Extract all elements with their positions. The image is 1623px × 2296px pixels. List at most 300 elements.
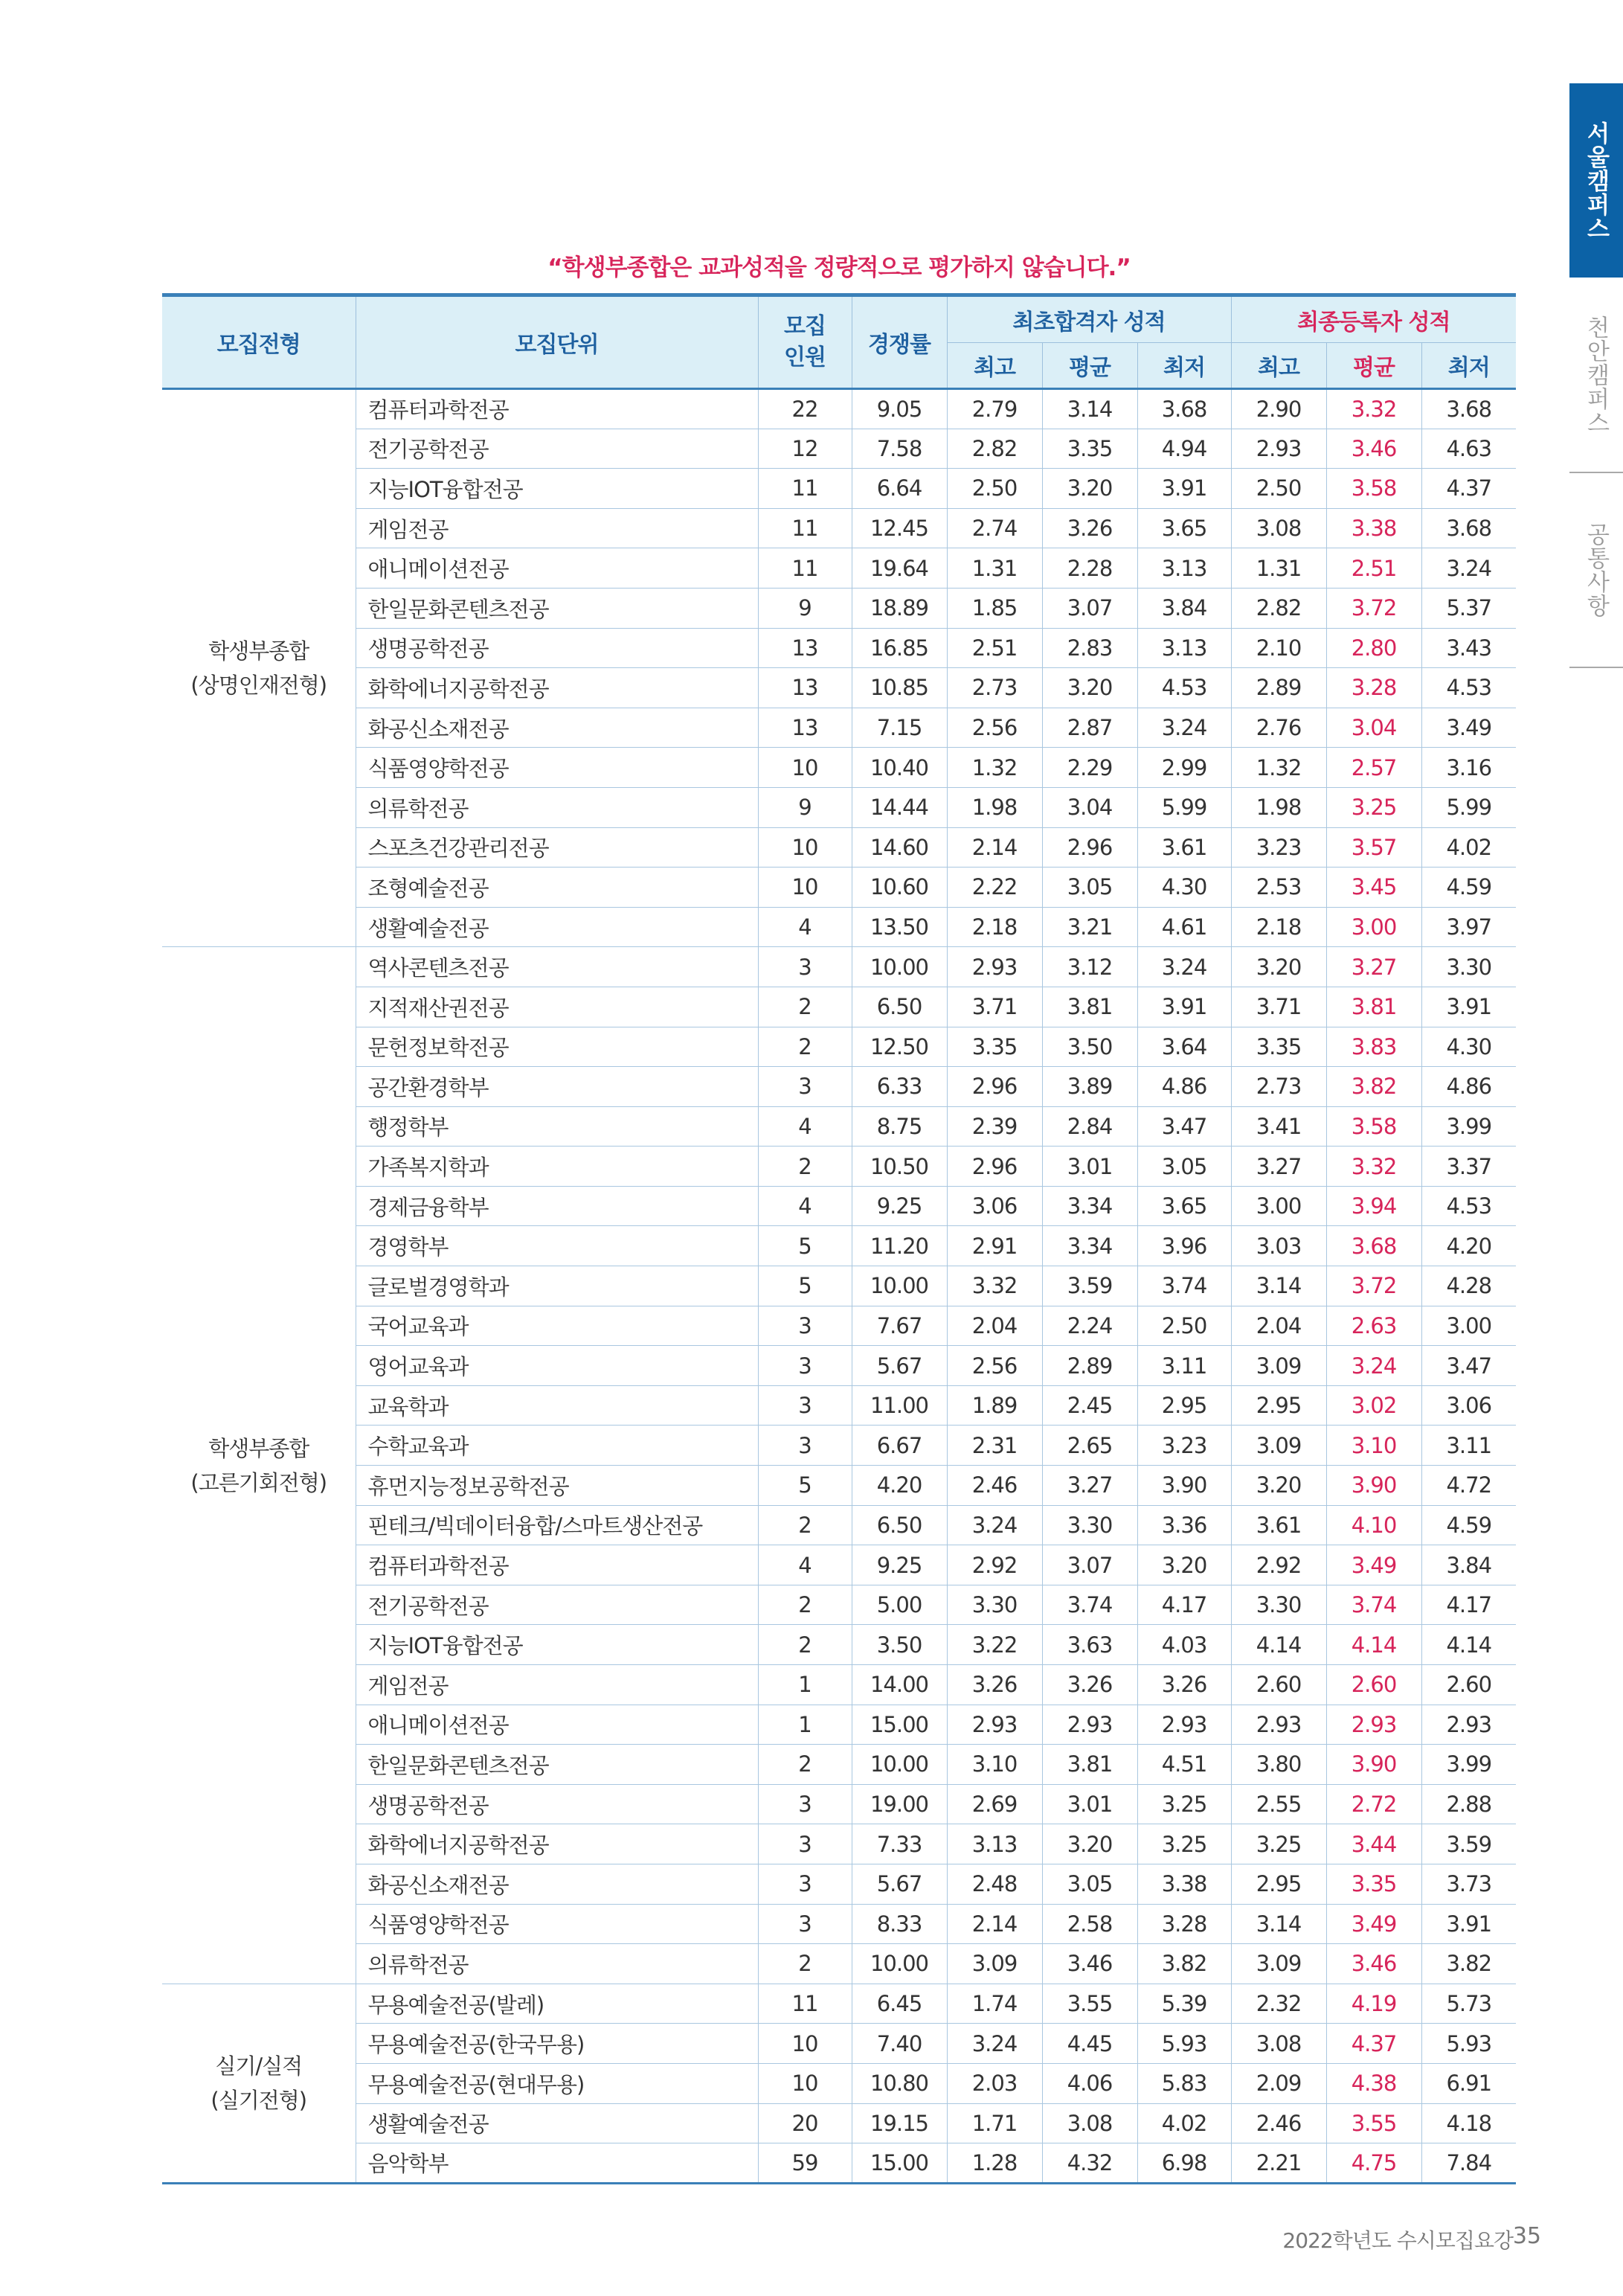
cell-first-min: 3.24 [1137, 708, 1231, 748]
cell-quota: 2 [758, 1585, 852, 1625]
cell-unit: 교육학과 [356, 1385, 758, 1426]
cell-first-max: 3.09 [947, 1944, 1042, 1984]
cell-first-avg: 3.07 [1042, 588, 1137, 628]
cell-unit: 경영학부 [356, 1226, 758, 1266]
cell-quota: 10 [758, 2024, 852, 2064]
cell-quota: 4 [758, 1545, 852, 1585]
cell-first-min: 3.68 [1137, 389, 1231, 429]
cell-unit: 역사콘텐츠전공 [356, 947, 758, 987]
cell-first-min: 3.61 [1137, 827, 1231, 868]
cell-first-min: 4.53 [1137, 668, 1231, 708]
cell-final-min: 2.93 [1421, 1705, 1516, 1745]
header-unit: 모집단위 [356, 295, 758, 389]
cell-unit: 영어교육과 [356, 1346, 758, 1386]
cell-quota: 2 [758, 1944, 852, 1984]
table-row [162, 1545, 1516, 1585]
cell-rate: 9.25 [852, 1186, 947, 1226]
cell-quota: 10 [758, 2063, 852, 2103]
cell-rate: 8.33 [852, 1904, 947, 1944]
group-label: 학생부종합 (상명인재전형) [162, 389, 356, 947]
cell-final-avg: 3.81 [1326, 987, 1421, 1027]
table-row [162, 1346, 1516, 1386]
cell-final-min: 3.30 [1421, 947, 1516, 987]
cell-unit: 게임전공 [356, 1665, 758, 1705]
cell-unit: 애니메이션전공 [356, 548, 758, 589]
cell-final-min: 3.91 [1421, 987, 1516, 1027]
cell-unit: 의류학전공 [356, 1944, 758, 1984]
cell-quota: 4 [758, 907, 852, 947]
cell-final-avg: 3.38 [1326, 508, 1421, 548]
cell-first-avg: 2.28 [1042, 548, 1137, 589]
cell-rate: 5.67 [852, 1346, 947, 1386]
cell-first-max: 2.04 [947, 1306, 1042, 1346]
cell-first-min: 2.50 [1137, 1306, 1231, 1346]
cell-final-avg: 3.58 [1326, 469, 1421, 509]
cell-final-min: 3.99 [1421, 1745, 1516, 1785]
table-row [162, 508, 1516, 548]
cell-first-avg: 3.04 [1042, 787, 1137, 827]
cell-rate: 6.67 [852, 1426, 947, 1466]
cell-unit: 무용예술전공(한국무용) [356, 2024, 758, 2064]
cell-rate: 7.58 [852, 429, 947, 469]
cell-rate: 5.67 [852, 1864, 947, 1904]
cell-final-min: 2.60 [1421, 1665, 1516, 1705]
cell-unit: 애니메이션전공 [356, 1705, 758, 1745]
cell-first-avg: 3.05 [1042, 1864, 1137, 1904]
cell-first-avg: 3.27 [1042, 1466, 1137, 1506]
cell-first-max: 2.46 [947, 1466, 1042, 1506]
cell-final-avg: 3.90 [1326, 1745, 1421, 1785]
cell-final-avg: 3.90 [1326, 1466, 1421, 1506]
cell-first-max: 2.73 [947, 668, 1042, 708]
header-first-avg: 평균 [1042, 343, 1137, 389]
table-row [162, 1824, 1516, 1864]
cell-final-avg: 3.00 [1326, 907, 1421, 947]
cell-first-max: 3.22 [947, 1625, 1042, 1665]
cell-first-min: 2.93 [1137, 1705, 1231, 1745]
cell-final-max: 3.03 [1231, 1226, 1326, 1266]
cell-final-min: 4.37 [1421, 469, 1516, 509]
cell-first-avg: 2.45 [1042, 1385, 1137, 1426]
cell-first-avg: 3.26 [1042, 1665, 1137, 1705]
cell-first-min: 3.38 [1137, 1864, 1231, 1904]
cell-final-max: 2.93 [1231, 1705, 1326, 1745]
cell-first-min: 3.25 [1137, 1824, 1231, 1864]
cell-first-avg: 2.96 [1042, 827, 1137, 868]
cell-final-avg: 4.38 [1326, 2063, 1421, 2103]
cell-quota: 3 [758, 1426, 852, 1466]
cell-quota: 12 [758, 429, 852, 469]
cell-unit: 화공신소재전공 [356, 708, 758, 748]
cell-first-max: 3.35 [947, 1027, 1042, 1067]
cell-final-avg: 4.10 [1326, 1505, 1421, 1545]
cell-first-max: 3.06 [947, 1186, 1042, 1226]
cell-first-avg: 2.84 [1042, 1106, 1137, 1147]
cell-final-max: 1.98 [1231, 787, 1326, 827]
cell-first-max: 2.50 [947, 469, 1042, 509]
cell-first-max: 1.28 [947, 2143, 1042, 2184]
table-row [162, 1665, 1516, 1705]
cell-final-avg: 4.14 [1326, 1625, 1421, 1665]
group-label: 학생부종합 (고른기회전형) [162, 947, 356, 1984]
header-final-avg: 평균 [1326, 343, 1421, 389]
table-row [162, 548, 1516, 589]
cell-unit: 화공신소재전공 [356, 1864, 758, 1904]
cell-unit: 화학에너지공학전공 [356, 1824, 758, 1864]
cell-unit: 생명공학전공 [356, 628, 758, 668]
cell-final-min: 3.91 [1421, 1904, 1516, 1944]
cell-rate: 19.15 [852, 2103, 947, 2143]
cell-first-avg: 3.63 [1042, 1625, 1137, 1665]
cell-first-avg: 4.45 [1042, 2024, 1137, 2064]
cell-final-max: 2.46 [1231, 2103, 1326, 2143]
table-row [162, 1266, 1516, 1306]
cell-first-avg: 3.14 [1042, 389, 1137, 429]
table-row [162, 947, 1516, 987]
cell-final-avg: 3.49 [1326, 1545, 1421, 1585]
cell-final-min: 3.06 [1421, 1385, 1516, 1426]
table-row [162, 1745, 1516, 1785]
cell-first-max: 3.24 [947, 2024, 1042, 2064]
cell-final-min: 3.59 [1421, 1824, 1516, 1864]
cell-final-min: 3.00 [1421, 1306, 1516, 1346]
cell-final-max: 2.92 [1231, 1545, 1326, 1585]
cell-unit: 한일문화콘텐츠전공 [356, 588, 758, 628]
cell-first-min: 3.47 [1137, 1106, 1231, 1147]
cell-final-max: 3.14 [1231, 1266, 1326, 1306]
cell-unit: 국어교육과 [356, 1306, 758, 1346]
cell-final-max: 2.55 [1231, 1784, 1326, 1824]
cell-final-min: 3.11 [1421, 1426, 1516, 1466]
cell-quota: 11 [758, 508, 852, 548]
cell-final-max: 2.76 [1231, 708, 1326, 748]
cell-quota: 2 [758, 1745, 852, 1785]
cell-unit: 조형예술전공 [356, 868, 758, 908]
table-row [162, 1226, 1516, 1266]
cell-rate: 18.89 [852, 588, 947, 628]
cell-rate: 10.80 [852, 2063, 947, 2103]
cell-first-max: 1.98 [947, 787, 1042, 827]
cell-first-min: 3.82 [1137, 1944, 1231, 1984]
cell-final-avg: 2.72 [1326, 1784, 1421, 1824]
cell-final-max: 3.09 [1231, 1426, 1326, 1466]
cell-first-avg: 3.30 [1042, 1505, 1137, 1545]
cell-first-max: 2.03 [947, 2063, 1042, 2103]
cell-quota: 2 [758, 1027, 852, 1067]
cell-first-min: 5.93 [1137, 2024, 1231, 2064]
cell-unit: 핀테크/빅데이터융합/스마트생산전공 [356, 1505, 758, 1545]
cell-first-avg: 2.29 [1042, 748, 1137, 788]
cell-first-min: 4.61 [1137, 907, 1231, 947]
notice-heading: “학생부종합은 교과성적을 정량적으로 평가하지 않습니다.” [547, 254, 1131, 281]
cell-final-min: 2.88 [1421, 1784, 1516, 1824]
cell-final-max: 3.09 [1231, 1944, 1326, 1984]
cell-final-min: 5.99 [1421, 787, 1516, 827]
cell-first-avg: 3.55 [1042, 1984, 1137, 2024]
cell-first-avg: 3.01 [1042, 1147, 1137, 1187]
header-type: 모집전형 [162, 295, 356, 389]
cell-unit: 한일문화콘텐츠전공 [356, 1745, 758, 1785]
cell-first-min: 3.13 [1137, 548, 1231, 589]
cell-first-min: 2.95 [1137, 1385, 1231, 1426]
cell-first-max: 2.82 [947, 429, 1042, 469]
cell-final-min: 4.53 [1421, 1186, 1516, 1226]
cell-rate: 6.45 [852, 1984, 947, 2024]
cell-quota: 3 [758, 1784, 852, 1824]
cell-final-avg: 4.75 [1326, 2143, 1421, 2184]
cell-first-min: 3.26 [1137, 1665, 1231, 1705]
table-row [162, 1944, 1516, 1984]
table-row [162, 1426, 1516, 1466]
cell-final-avg: 3.24 [1326, 1346, 1421, 1386]
header-final-max: 최고 [1231, 343, 1326, 389]
cell-final-max: 2.95 [1231, 1864, 1326, 1904]
table-row [162, 1625, 1516, 1665]
table-body [162, 389, 1516, 2184]
cell-final-min: 5.73 [1421, 1984, 1516, 2024]
table-row [162, 1784, 1516, 1824]
table-row [162, 787, 1516, 827]
cell-rate: 10.50 [852, 1147, 947, 1187]
cell-first-max: 2.96 [947, 1147, 1042, 1187]
cell-final-max: 3.08 [1231, 508, 1326, 548]
page-number: 35 [1512, 2223, 1541, 2249]
cell-final-max: 3.30 [1231, 1585, 1326, 1625]
cell-first-min: 3.24 [1137, 947, 1231, 987]
cell-quota: 13 [758, 708, 852, 748]
cell-first-avg: 3.81 [1042, 987, 1137, 1027]
cell-final-avg: 2.63 [1326, 1306, 1421, 1346]
cell-first-max: 2.93 [947, 947, 1042, 987]
table-row [162, 868, 1516, 908]
table-row [162, 389, 1516, 429]
cell-rate: 10.00 [852, 1266, 947, 1306]
cell-first-min: 3.91 [1137, 469, 1231, 509]
cell-final-avg: 4.37 [1326, 2024, 1421, 2064]
cell-first-max: 3.24 [947, 1505, 1042, 1545]
side-tabs [1569, 83, 1623, 668]
cell-first-max: 2.91 [947, 1226, 1042, 1266]
cell-quota: 11 [758, 548, 852, 589]
cell-first-max: 2.93 [947, 1705, 1042, 1745]
cell-first-max: 3.26 [947, 1665, 1042, 1705]
cell-rate: 12.45 [852, 508, 947, 548]
cell-first-max: 2.79 [947, 389, 1042, 429]
cell-unit: 화학에너지공학전공 [356, 668, 758, 708]
cell-first-min: 4.17 [1137, 1585, 1231, 1625]
cell-final-avg: 2.80 [1326, 628, 1421, 668]
header-first-max: 최고 [947, 343, 1042, 389]
cell-first-avg: 2.58 [1042, 1904, 1137, 1944]
cell-quota: 5 [758, 1226, 852, 1266]
table-row [162, 1585, 1516, 1625]
tab-common[interactable]: 공통사항 [1569, 473, 1623, 668]
cell-final-max: 2.32 [1231, 1984, 1326, 2024]
cell-final-min: 3.49 [1421, 708, 1516, 748]
cell-quota: 13 [758, 628, 852, 668]
cell-final-max: 2.73 [1231, 1067, 1326, 1107]
cell-first-avg: 3.07 [1042, 1545, 1137, 1585]
cell-final-max: 3.41 [1231, 1106, 1326, 1147]
cell-final-min: 3.68 [1421, 508, 1516, 548]
cell-first-avg: 4.32 [1042, 2143, 1137, 2184]
cell-final-max: 3.80 [1231, 1745, 1326, 1785]
cell-quota: 9 [758, 787, 852, 827]
table-row [162, 907, 1516, 947]
cell-first-min: 3.96 [1137, 1226, 1231, 1266]
cell-first-max: 1.85 [947, 588, 1042, 628]
cell-final-avg: 3.72 [1326, 1266, 1421, 1306]
cell-final-min: 3.99 [1421, 1106, 1516, 1147]
cell-unit: 수학교육과 [356, 1426, 758, 1466]
cell-unit: 의류학전공 [356, 787, 758, 827]
cell-first-min: 5.39 [1137, 1984, 1231, 2024]
cell-first-min: 3.11 [1137, 1346, 1231, 1386]
cell-final-avg: 2.60 [1326, 1665, 1421, 1705]
cell-first-min: 3.65 [1137, 1186, 1231, 1226]
header-quota: 모집 인원 [758, 295, 852, 389]
cell-quota: 2 [758, 1147, 852, 1187]
table-row [162, 1106, 1516, 1147]
cell-rate: 10.40 [852, 748, 947, 788]
cell-first-min: 4.51 [1137, 1745, 1231, 1785]
cell-first-avg: 2.87 [1042, 708, 1137, 748]
cell-first-avg: 3.20 [1042, 668, 1137, 708]
cell-first-max: 2.31 [947, 1426, 1042, 1466]
cell-first-max: 1.71 [947, 2103, 1042, 2143]
tab-cheonan-campus[interactable]: 천안캠퍼스 [1569, 278, 1623, 473]
cell-first-avg: 3.46 [1042, 1944, 1137, 1984]
cell-final-min: 3.47 [1421, 1346, 1516, 1386]
cell-first-max: 3.71 [947, 987, 1042, 1027]
cell-final-avg: 3.35 [1326, 1864, 1421, 1904]
cell-final-max: 2.93 [1231, 429, 1326, 469]
cell-final-max: 2.95 [1231, 1385, 1326, 1426]
cell-unit: 식품영양학전공 [356, 748, 758, 788]
cell-final-avg: 3.72 [1326, 588, 1421, 628]
cell-first-avg: 2.65 [1042, 1426, 1137, 1466]
cell-unit: 생활예술전공 [356, 2103, 758, 2143]
cell-quota: 20 [758, 2103, 852, 2143]
cell-rate: 15.00 [852, 1705, 947, 1745]
cell-final-min: 4.18 [1421, 2103, 1516, 2143]
cell-final-min: 4.72 [1421, 1466, 1516, 1506]
cell-unit: 전기공학전공 [356, 1585, 758, 1625]
cell-first-min: 4.86 [1137, 1067, 1231, 1107]
cell-final-avg: 4.19 [1326, 1984, 1421, 2024]
cell-first-max: 2.51 [947, 628, 1042, 668]
cell-final-min: 3.37 [1421, 1147, 1516, 1187]
tab-seoul-campus[interactable]: 서울캠퍼스 [1569, 83, 1623, 278]
cell-first-min: 4.03 [1137, 1625, 1231, 1665]
table-row [162, 1864, 1516, 1904]
cell-rate: 10.60 [852, 868, 947, 908]
cell-final-min: 4.20 [1421, 1226, 1516, 1266]
cell-final-min: 4.14 [1421, 1625, 1516, 1665]
cell-final-avg: 3.25 [1326, 787, 1421, 827]
admission-results-table [162, 293, 1516, 2184]
cell-final-avg: 3.46 [1326, 429, 1421, 469]
cell-unit: 지능IOT융합전공 [356, 1625, 758, 1665]
cell-final-max: 2.60 [1231, 1665, 1326, 1705]
cell-rate: 6.50 [852, 987, 947, 1027]
cell-final-min: 4.30 [1421, 1027, 1516, 1067]
cell-first-max: 2.56 [947, 1346, 1042, 1386]
cell-quota: 5 [758, 1466, 852, 1506]
cell-final-avg: 3.83 [1326, 1027, 1421, 1067]
cell-first-avg: 3.81 [1042, 1745, 1137, 1785]
cell-quota: 3 [758, 1067, 852, 1107]
cell-first-min: 4.30 [1137, 868, 1231, 908]
cell-final-avg: 3.57 [1326, 827, 1421, 868]
cell-rate: 14.60 [852, 827, 947, 868]
cell-final-min: 3.68 [1421, 389, 1516, 429]
cell-final-max: 4.14 [1231, 1625, 1326, 1665]
cell-first-min: 3.91 [1137, 987, 1231, 1027]
cell-final-avg: 3.32 [1326, 1147, 1421, 1187]
cell-first-min: 5.99 [1137, 787, 1231, 827]
cell-quota: 11 [758, 469, 852, 509]
cell-final-avg: 3.46 [1326, 1944, 1421, 1984]
table-row [162, 2063, 1516, 2103]
cell-final-min: 3.97 [1421, 907, 1516, 947]
cell-first-min: 6.98 [1137, 2143, 1231, 2184]
cell-first-min: 3.65 [1137, 508, 1231, 548]
cell-final-max: 2.21 [1231, 2143, 1326, 2184]
cell-first-avg: 3.35 [1042, 429, 1137, 469]
table-row [162, 1067, 1516, 1107]
cell-first-max: 2.14 [947, 827, 1042, 868]
cell-final-max: 2.90 [1231, 389, 1326, 429]
cell-rate: 7.15 [852, 708, 947, 748]
cell-final-avg: 3.58 [1326, 1106, 1421, 1147]
cell-unit: 지적재산권전공 [356, 987, 758, 1027]
table-row [162, 2024, 1516, 2064]
cell-unit: 스포츠건강관리전공 [356, 827, 758, 868]
cell-final-min: 4.59 [1421, 1505, 1516, 1545]
cell-final-max: 3.25 [1231, 1824, 1326, 1864]
cell-first-avg: 4.06 [1042, 2063, 1137, 2103]
cell-final-min: 4.28 [1421, 1266, 1516, 1306]
cell-final-max: 3.14 [1231, 1904, 1326, 1944]
cell-unit: 문헌정보학전공 [356, 1027, 758, 1067]
cell-quota: 11 [758, 1984, 852, 2024]
cell-first-max: 2.22 [947, 868, 1042, 908]
cell-final-avg: 3.45 [1326, 868, 1421, 908]
table-row [162, 1984, 1516, 2024]
cell-final-min: 3.84 [1421, 1545, 1516, 1585]
cell-final-max: 2.18 [1231, 907, 1326, 947]
cell-first-min: 3.05 [1137, 1147, 1231, 1187]
cell-first-avg: 2.93 [1042, 1705, 1137, 1745]
cell-quota: 5 [758, 1266, 852, 1306]
cell-first-avg: 3.12 [1042, 947, 1137, 987]
cell-first-max: 2.56 [947, 708, 1042, 748]
cell-rate: 9.05 [852, 389, 947, 429]
cell-unit: 생명공학전공 [356, 1784, 758, 1824]
table-row [162, 1385, 1516, 1426]
cell-quota: 10 [758, 748, 852, 788]
cell-first-max: 3.32 [947, 1266, 1042, 1306]
cell-rate: 9.25 [852, 1545, 947, 1585]
cell-first-max: 2.14 [947, 1904, 1042, 1944]
cell-first-max: 1.74 [947, 1984, 1042, 2024]
cell-final-avg: 3.82 [1326, 1067, 1421, 1107]
cell-quota: 1 [758, 1705, 852, 1745]
table-row [162, 1306, 1516, 1346]
table-row [162, 1466, 1516, 1506]
table-row [162, 588, 1516, 628]
